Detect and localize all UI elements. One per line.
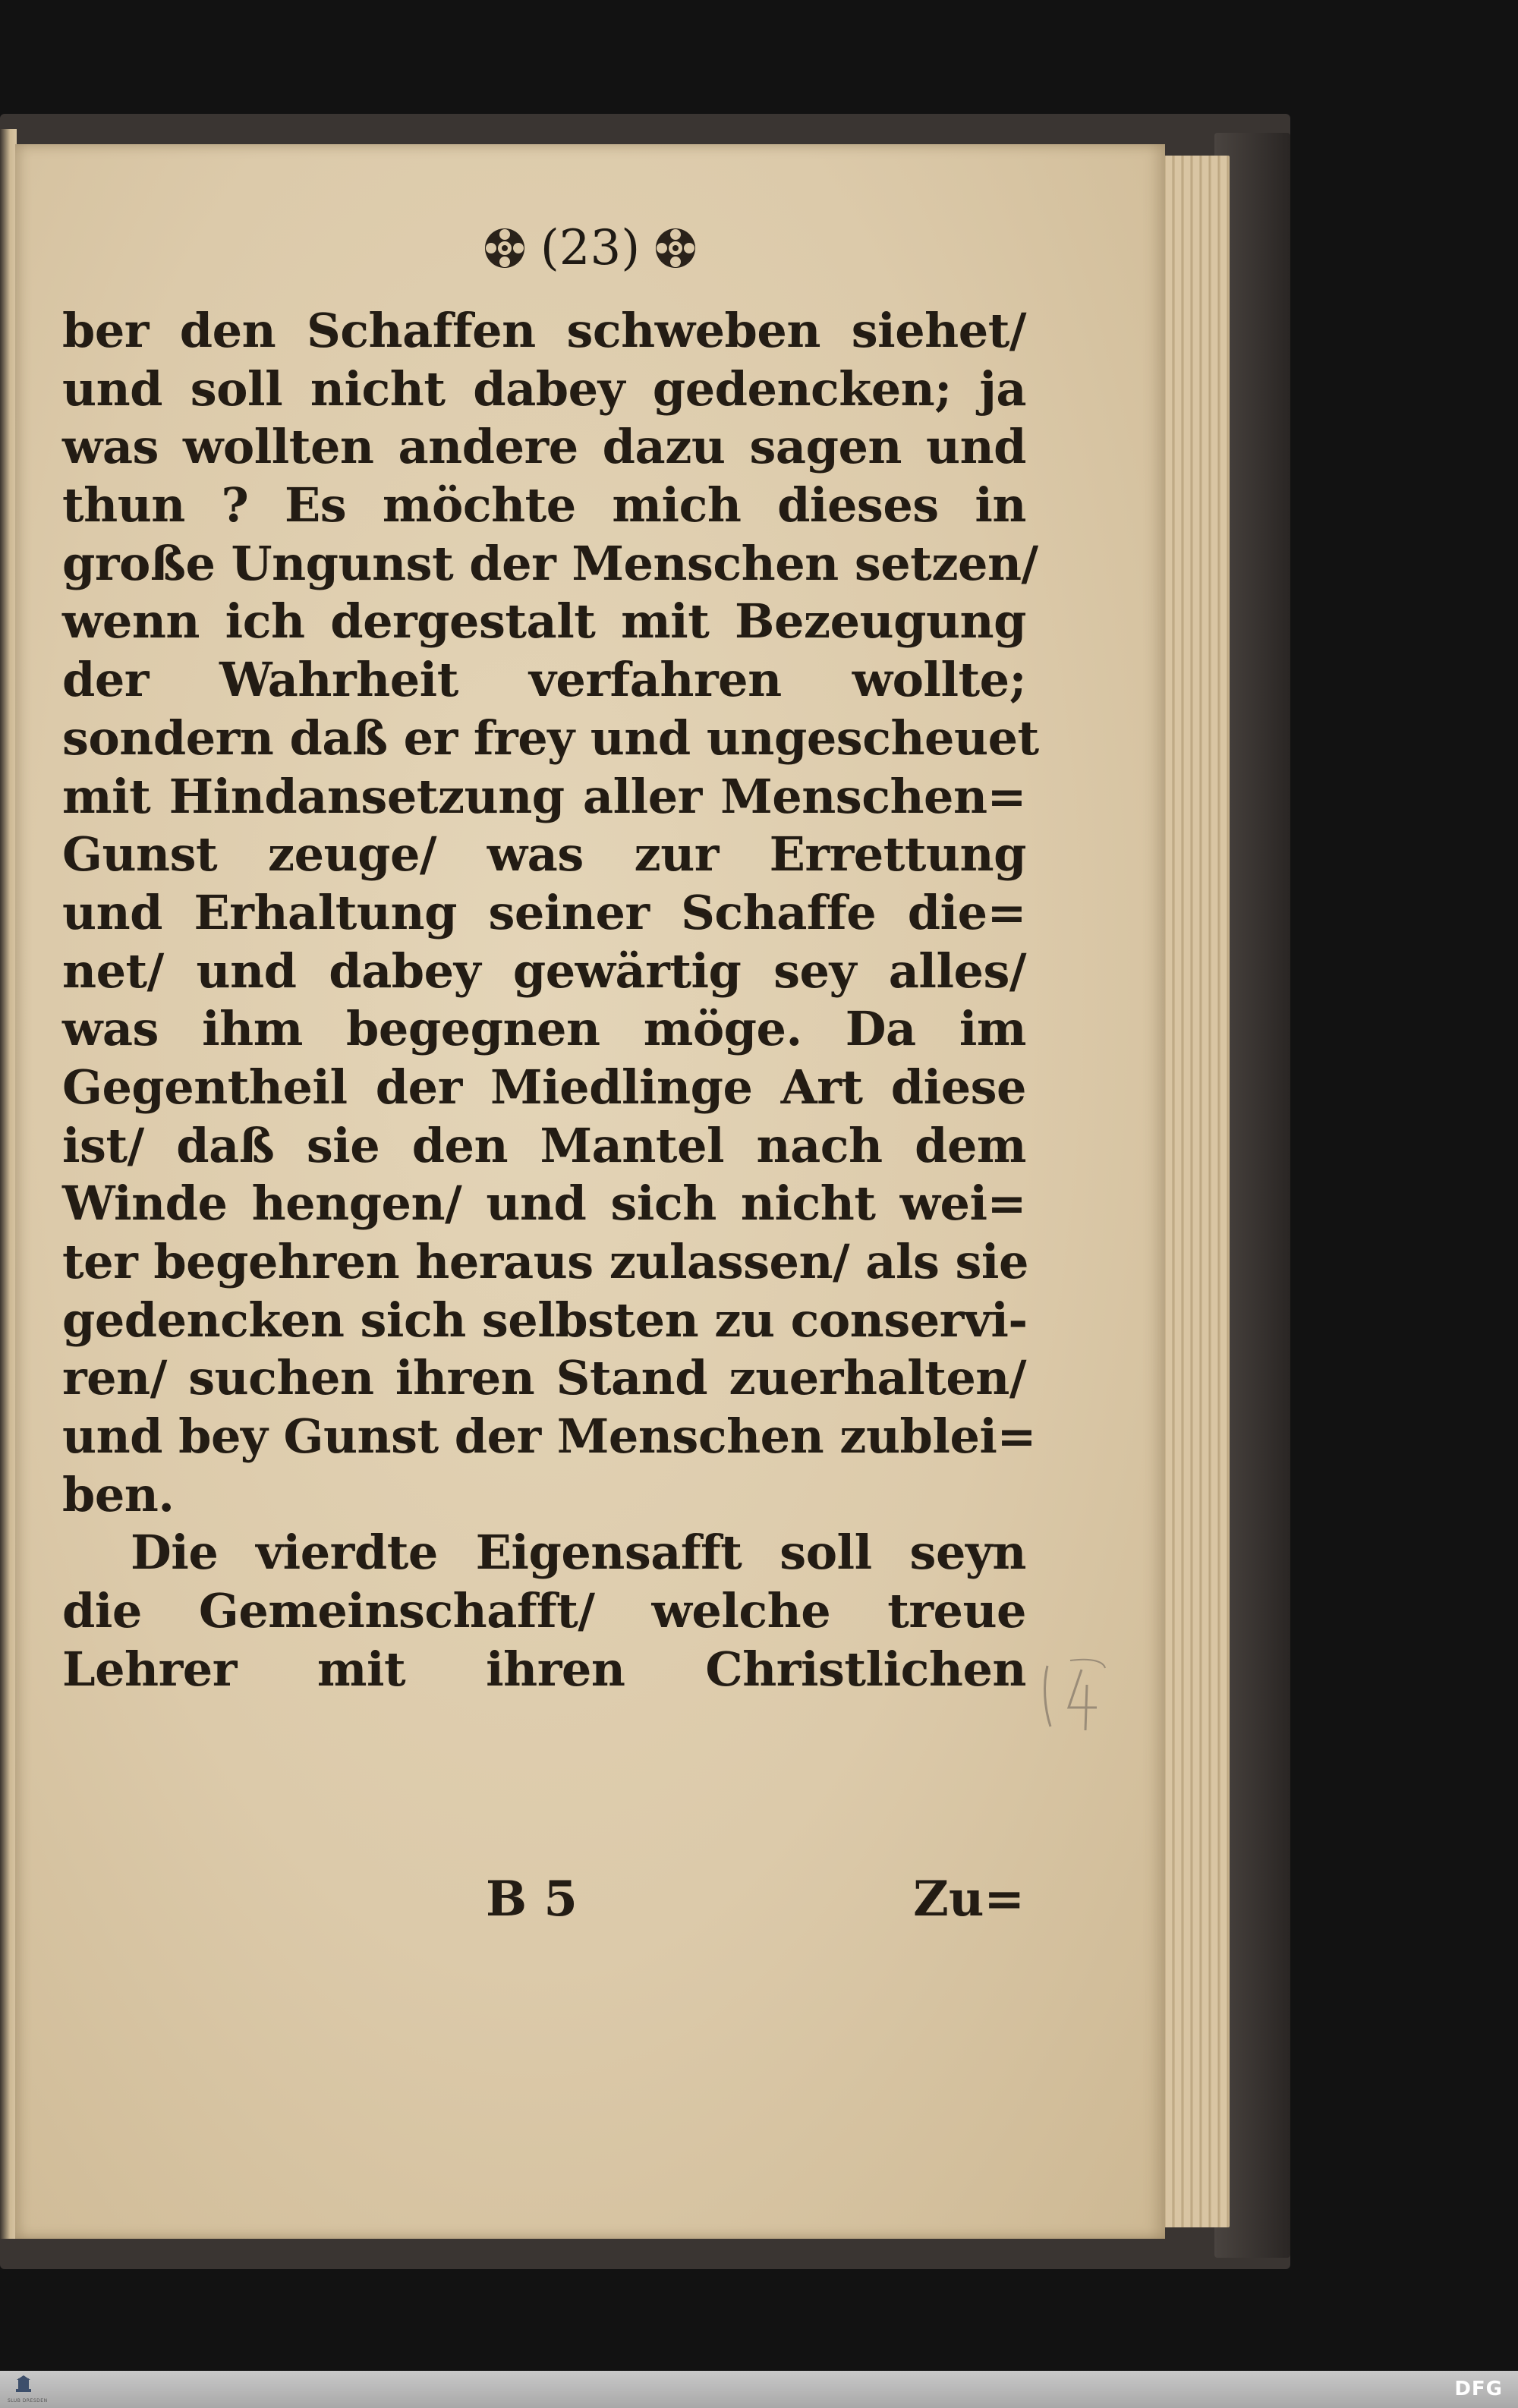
catchword: Zu= (913, 1871, 1025, 1928)
text-line: was ihm begegnen möge. Da im (62, 1001, 1026, 1057)
text-line: die Gemeinschafft/ welche treue (62, 1583, 1026, 1639)
text-line: ren/ suchen ihren Stand zuerhalten/ (62, 1350, 1026, 1406)
text-line: wenn ich dergestalt mit Bezeugung (62, 593, 1026, 650)
text-line: sondern daß er frey und ungescheuet (62, 710, 1039, 766)
rosette-ornament-icon (653, 225, 698, 271)
text-line: gedencken sich selbsten zu conservi- (62, 1292, 1028, 1348)
dfg-logo: DFG (1454, 2378, 1503, 2400)
book-page (15, 144, 1165, 2239)
text-line: ber den Schaffen schweben siehet/ (62, 303, 1026, 358)
book-spine (0, 129, 17, 2239)
text-line: net/ und dabey gewärtig sey alles/ (62, 943, 1026, 999)
page-header (15, 220, 1165, 288)
text-line: ben. (62, 1466, 175, 1522)
text-line: was wollten andere dazu sagen und (62, 419, 1026, 475)
text-line: und soll nicht dabey gedencken; ja (62, 360, 1026, 417)
body-text (62, 302, 1039, 1699)
text-line: und Erhaltung seiner Schaffe die= (62, 884, 1026, 940)
page-footer (213, 1871, 1025, 1939)
pencil-margin-note (1040, 1654, 1108, 1738)
text-line: mit Hindansetzung aller Menschen= (62, 768, 1026, 824)
paragraph-start-line: Die vierdte Eigensafft soll seyn (131, 1525, 1026, 1581)
text-line: Gegentheil der Miedlinge Art diese (62, 1059, 1026, 1115)
text-line: Lehrer mit ihren Christlichen (62, 1641, 1026, 1697)
signature-mark: B 5 (486, 1871, 578, 1928)
text-line: ter begehren heraus zulassen/ als sie (62, 1234, 1028, 1289)
text-line: und bey Gunst der Menschen zublei= (62, 1409, 1036, 1465)
page-number: (23) (540, 220, 641, 276)
text-line: große Ungunst der Menschen setzen/ (62, 535, 1038, 591)
text-line: Gunst zeuge/ was zur Errettung (62, 826, 1026, 883)
viewer-footer-bar (0, 2371, 1518, 2408)
text-line: thun ? Es möchte mich dieses in (62, 477, 1026, 534)
text-line: ist/ daß sie den Mantel nach dem (62, 1117, 1026, 1173)
library-logo-caption: SLUB DRESDEN (8, 2398, 48, 2403)
rosette-ornament-icon (482, 225, 528, 271)
text-line: Winde hengen/ und sich nicht wei= (62, 1176, 1026, 1232)
text-line: der Wahrheit verfahren wollte; (62, 652, 1026, 708)
